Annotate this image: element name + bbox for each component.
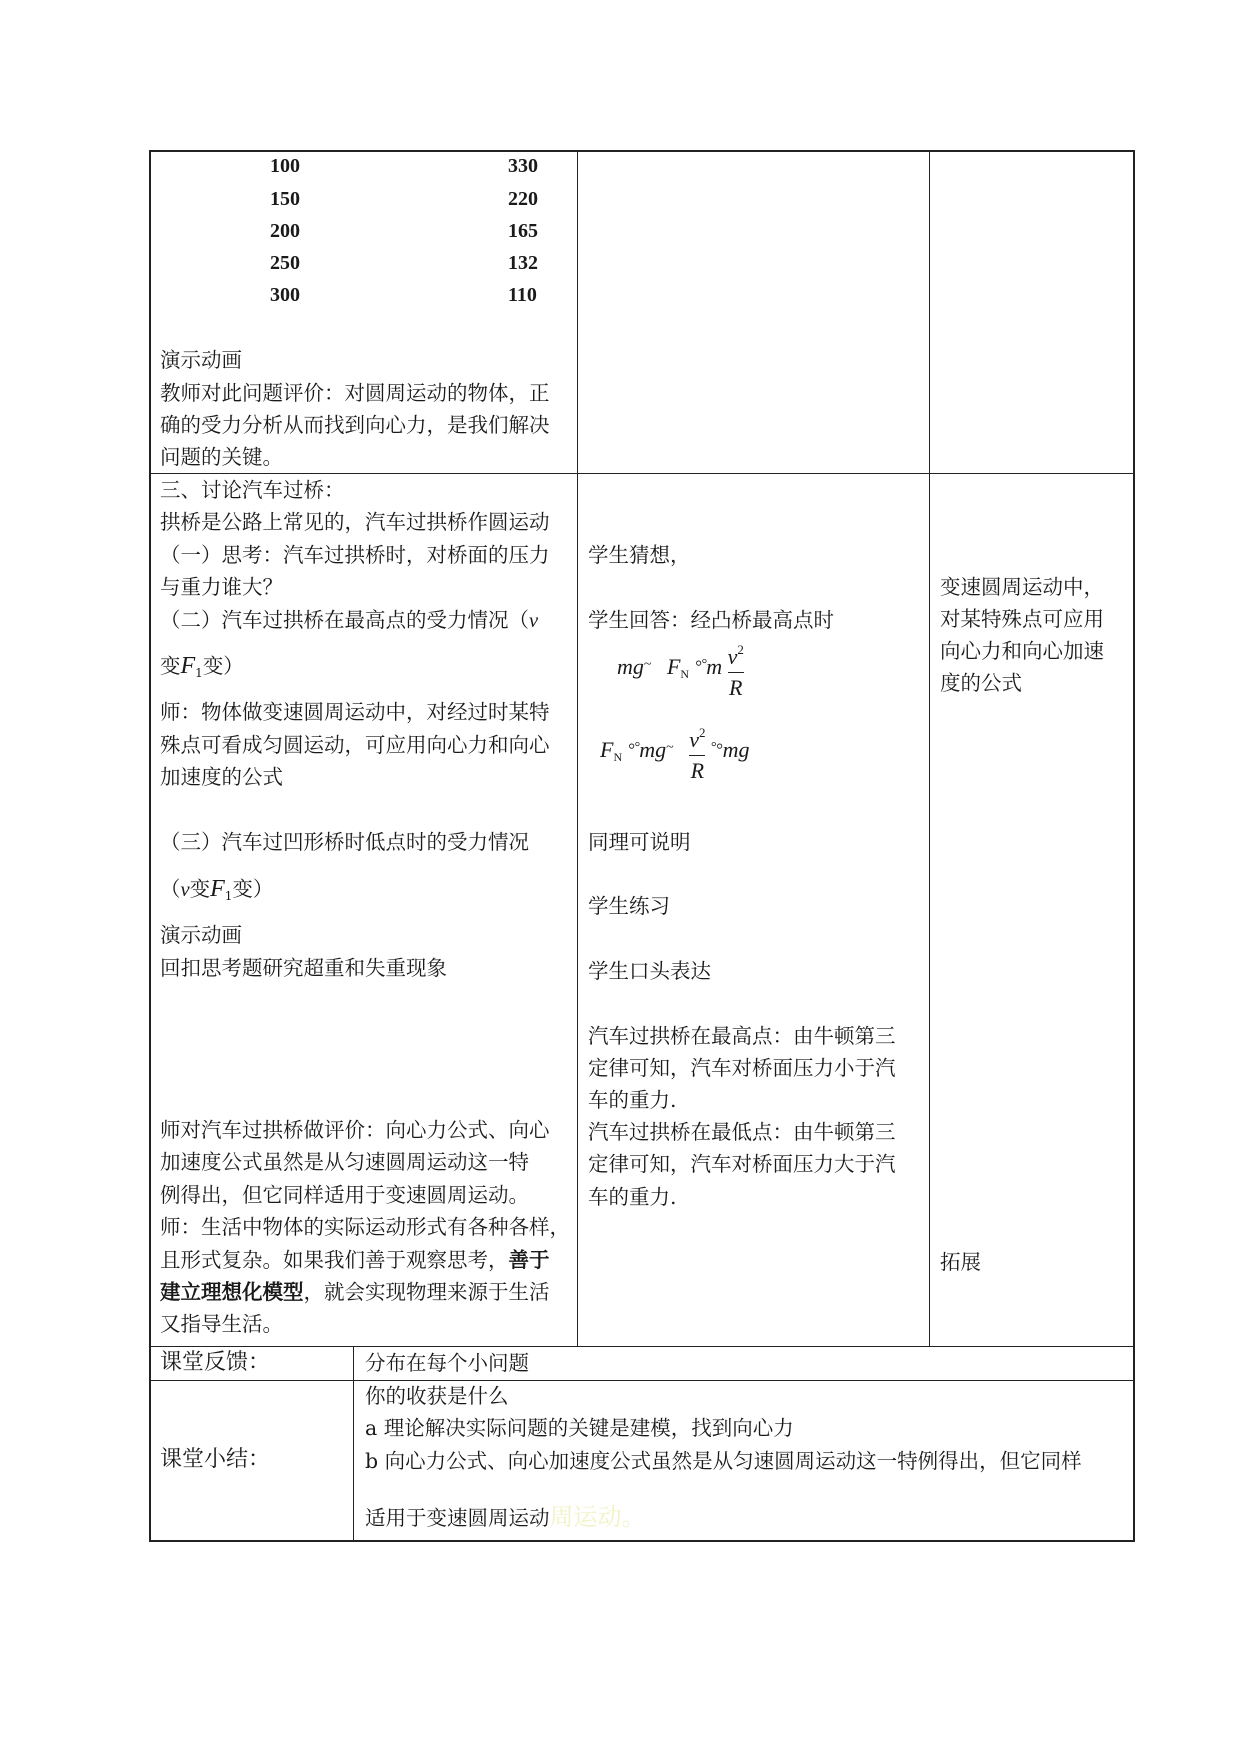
- f2-sq: 2: [698, 725, 706, 740]
- low-point-line-3: 车的重力.: [588, 1185, 677, 1209]
- summary-line-4: [365, 1501, 646, 1534]
- low-point-line-2: 定律可知，汽车对桥面压力大于汽: [588, 1152, 896, 1176]
- bold-emphasis-2: 建立理想化模型: [160, 1280, 304, 1304]
- question-2-b: [160, 650, 244, 689]
- velocity-symbol-2: v: [180, 879, 190, 901]
- f1-mg: mg: [617, 654, 644, 680]
- practice-text: 学生练习: [588, 894, 670, 918]
- low-point-line-1: 汽车过拱桥在最低点：由牛顿第三: [588, 1120, 896, 1144]
- f2-mg2: mg: [722, 737, 750, 763]
- table-border-left: [149, 150, 151, 1542]
- teacher-line-3: 加速度的公式: [160, 765, 283, 789]
- force-symbol: F: [180, 653, 196, 679]
- formula-2: $F_N$ ⸰°mg~ $\frac{v^2}{R}$ °⸰mg: [600, 725, 750, 783]
- formula-1: mg~ $F_N$ ⸰°m $\frac{v^2}{R}$: [617, 642, 744, 700]
- table-border-bottom: [149, 1540, 1135, 1542]
- row-divider-2: [149, 1346, 1135, 1347]
- note-line-1: 变速圆周运动中，: [940, 575, 1104, 599]
- demo-label-1: 演示动画: [160, 348, 242, 372]
- student-answer: 学生回答：经凸桥最高点时: [588, 608, 834, 632]
- summary-line-3: b 向心力公式、向心加速度公式虽然是从匀速圆周运动这一特例得出，但它同样: [365, 1449, 1082, 1473]
- high-point-line-2: 定律可知，汽车对桥面压力小于汽: [588, 1056, 896, 1080]
- bridge-eval-line-5: [160, 1244, 550, 1276]
- table-border-right: [1133, 150, 1135, 1542]
- summary-line-4-text: 适用于变速圆周运动: [365, 1506, 550, 1530]
- extend-label: 拓展: [940, 1250, 981, 1274]
- question-2-a: [160, 604, 538, 637]
- force-symbol-2: F: [210, 876, 225, 902]
- question-3-change-end: 变）: [232, 877, 274, 901]
- f1-m: m: [706, 654, 723, 680]
- bridge-eval-line-7: 又指导生活。: [160, 1312, 283, 1336]
- f1-R: R: [729, 675, 743, 700]
- faded-text: 周运动。: [549, 1503, 646, 1531]
- note-line-3: 向心力和向心加速: [940, 639, 1104, 663]
- feedback-value: 分布在每个小问题: [365, 1351, 529, 1375]
- note-line-2: 对某特殊点可应用: [940, 607, 1104, 631]
- teacher-line-1: 师：物体做变速圆周运动中，对经过时某特: [160, 700, 550, 724]
- f1-sq: 2: [737, 642, 744, 657]
- bridge-eval-line-5-text: 且形式复杂。如果我们善于观察思考，: [160, 1248, 509, 1272]
- table-cell-b: 330: [508, 155, 538, 177]
- eval-line-3: 问题的关键。: [160, 445, 283, 469]
- force-subscript-2: 1: [224, 889, 233, 903]
- table-cell-b: 165: [508, 220, 538, 242]
- table-cell-b: 132: [508, 252, 538, 274]
- feedback-label: 课堂反馈：: [160, 1350, 271, 1375]
- table-cell-b: 110: [508, 284, 537, 306]
- f2-N: N: [613, 750, 623, 765]
- bridge-eval-line-4: 师：生活中物体的实际运动形式有各种各样，: [160, 1215, 570, 1239]
- question-3-b: [160, 873, 273, 912]
- oral-text: 学生口头表达: [588, 959, 711, 983]
- question-3-paren: （: [160, 877, 181, 901]
- question-1-a: （一）思考：汽车过拱桥时，对桥面的压力: [160, 543, 550, 567]
- bridge-eval-line-1: 师对汽车过拱桥做评价：向心力公式、向心: [160, 1118, 550, 1142]
- table-cell-a: 200: [270, 220, 300, 242]
- summary-line-2: a 理论解决实际问题的关键是建模，找到向心力: [365, 1416, 794, 1440]
- bold-emphasis-1: 善于: [508, 1248, 550, 1272]
- summary-line-1: 你的收获是什么: [365, 1384, 509, 1408]
- bridge-eval-line-3: 例得出，但它同样适用于变速圆周运动。: [160, 1183, 529, 1207]
- f2-R: R: [690, 758, 705, 783]
- question-2-text: （二）汽车过拱桥在最高点的受力情况（: [160, 608, 529, 632]
- table-cell-a: 100: [270, 155, 300, 177]
- bridge-intro: 拱桥是公路上常见的，汽车过拱桥作圆运动: [160, 510, 550, 534]
- review-text: 回扣思考题研究超重和失重现象: [160, 956, 447, 980]
- eval-line-1: 教师对此问题评价：对圆周运动的物体，正: [160, 381, 550, 405]
- high-point-line-3: 车的重力.: [588, 1088, 677, 1112]
- table-cell-b: 220: [508, 188, 538, 210]
- table-cell-a: 300: [270, 284, 300, 306]
- summary-label: 课堂小结：: [160, 1447, 271, 1472]
- col-divider-3: [353, 1346, 354, 1541]
- bridge-eval-line-6: [160, 1276, 550, 1308]
- question-3-change: 变: [189, 877, 211, 901]
- f1-v: v: [727, 644, 738, 669]
- demo-label-2: 演示动画: [160, 923, 242, 947]
- high-point-line-1: 汽车过拱桥在最高点：由牛顿第三: [588, 1024, 896, 1048]
- f1-F: F: [666, 654, 681, 680]
- question-2-change-end: 变）: [202, 654, 244, 678]
- question-2-change: 变: [160, 654, 181, 678]
- bridge-eval-line-6-text: ，就会实现物理来源于生活: [303, 1280, 550, 1304]
- col-divider-1: [577, 150, 578, 1346]
- teacher-line-2: 殊点可看成匀圆运动，可应用向心力和向心: [160, 733, 550, 757]
- f1-N: N: [680, 667, 690, 682]
- col-divider-2: [929, 150, 930, 1346]
- force-subscript: 1: [195, 666, 203, 680]
- section-heading: 三、讨论汽车过桥：: [160, 478, 345, 502]
- eval-line-2: 确的受力分析从而找到向心力，是我们解决: [160, 413, 550, 437]
- question-1-b: 与重力谁大？: [160, 575, 283, 599]
- question-3-a: （三）汽车过凹形桥时低点时的受力情况: [160, 830, 529, 854]
- bridge-eval-line-2: 加速度公式虽然是从匀速圆周运动这一特: [160, 1150, 529, 1174]
- table-cell-a: 150: [270, 188, 300, 210]
- table-cell-a: 250: [270, 252, 300, 274]
- velocity-symbol: v: [529, 610, 539, 632]
- row-divider-3: [149, 1380, 1135, 1381]
- note-line-4: 度的公式: [940, 671, 1022, 695]
- similar-text: 同理可说明: [588, 830, 691, 854]
- f2-F: F: [600, 737, 614, 763]
- f2-v: v: [689, 727, 699, 752]
- student-guess: 学生猜想，: [588, 543, 691, 567]
- f2-mg: mg: [639, 737, 667, 763]
